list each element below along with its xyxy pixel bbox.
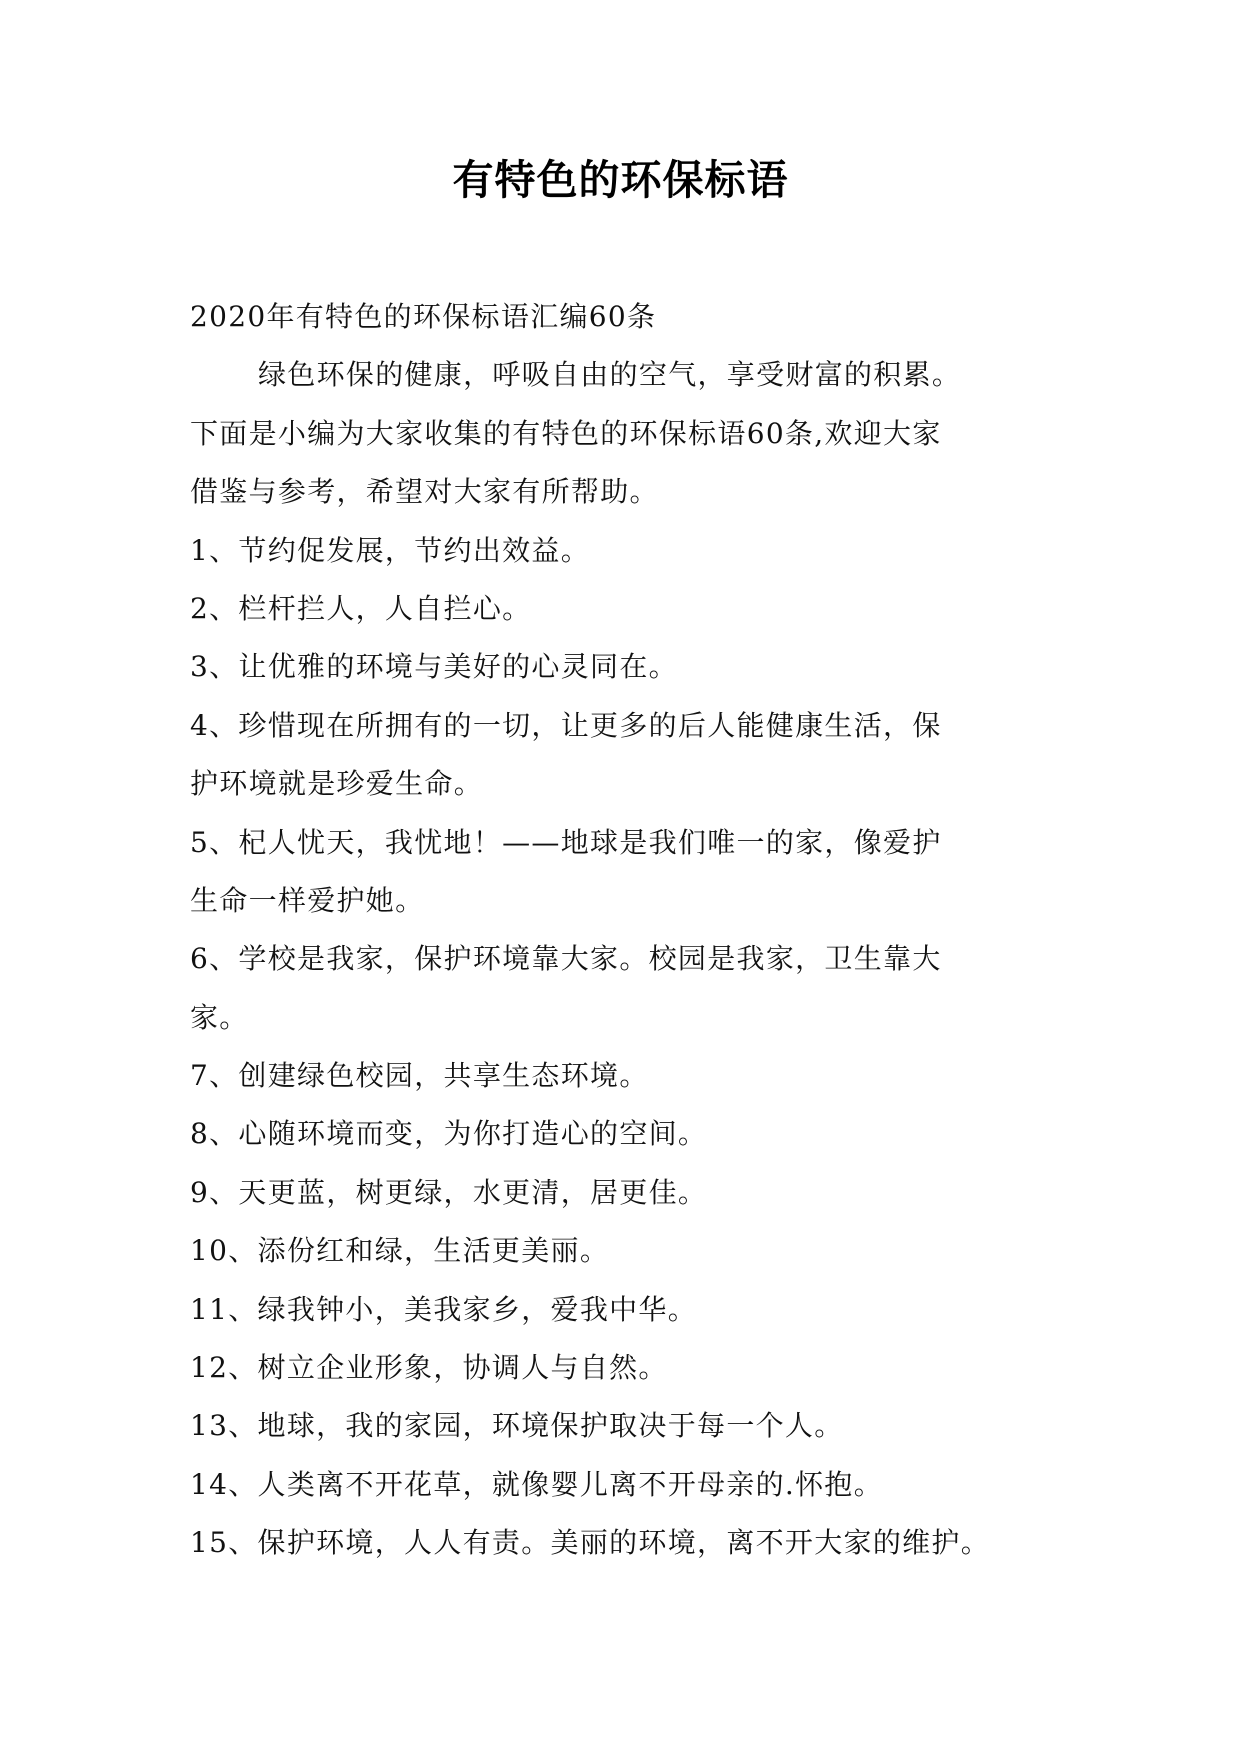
list-item-5: 5、杞人忧天，我忧地！——地球是我们唯一的家，像爱护 [190,825,942,859]
list-item-6: 6、学校是我家，保护环境靠大家。校园是我家，卫生靠大 [190,942,942,976]
list-item-2: 2、栏杆拦人，人自拦心。 [190,591,532,625]
list-item-4: 4、珍惜现在所拥有的一切，让更多的后人能健康生活，保 [190,708,942,742]
list-item-5-continued: 生命一样爱护她。 [190,883,425,917]
list-item-4-continued: 护环境就是珍爱生命。 [190,767,484,801]
list-item-13: 13、地球，我的家园，环境保护取决于每一个人。 [190,1409,844,1443]
list-item-14: 14、人类离不开花草，就像婴儿离不开母亲的.怀抱。 [190,1467,884,1501]
document-subtitle: 2020年有特色的环保标语汇编60条 [190,300,657,333]
intro-line-1: 绿色环保的健康，呼吸自由的空气，享受财富的积累。 [258,358,962,392]
list-item-8: 8、心随环境而变，为你打造心的空间。 [190,1117,708,1151]
list-item-7: 7、创建绿色校园，共享生态环境。 [190,1059,649,1093]
list-item-9: 9、天更蓝，树更绿，水更清，居更佳。 [190,1175,708,1209]
list-item-6-continued: 家。 [190,1000,249,1034]
list-item-15: 15、保护环境，人人有责。美丽的环境，离不开大家的维护。 [190,1526,991,1560]
list-item-11: 11、绿我钟小，美我家乡，爱我中华。 [190,1292,698,1326]
list-item-12: 12、树立企业形象，协调人与自然。 [190,1351,668,1385]
list-item-1: 1、节约促发展，节约出效益。 [190,533,591,567]
intro-line-2: 下面是小编为大家收集的有特色的环保标语60条,欢迎大家 [190,416,942,450]
document-title: 有特色的环保标语 [452,156,789,204]
document-body [190,288,1070,1573]
list-item-3: 3、让优雅的环境与美好的心灵同在。 [190,650,678,684]
list-item-10: 10、添份红和绿，生活更美丽。 [190,1234,610,1268]
intro-line-3: 借鉴与参考，希望对大家有所帮助。 [190,475,659,509]
